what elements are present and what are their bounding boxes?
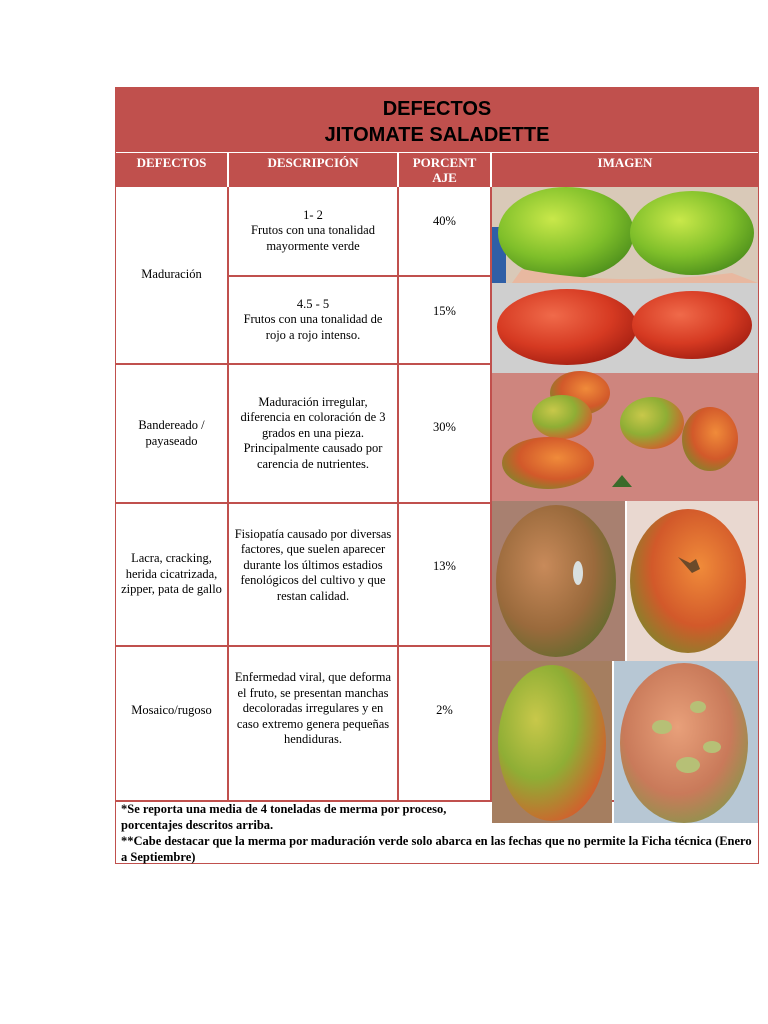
- pct-mosaico: 2%: [436, 702, 453, 717]
- desc-maduracion-verde: [229, 187, 397, 275]
- tomato-images: [492, 187, 758, 823]
- desc-lacra: Fisiopatía causado por diversas factores, que suelen aparecer durante los últimos estadios fenológicos del cultivo y que restan calidad.: [234, 526, 392, 603]
- header-porcentaje-l2: AJE: [432, 170, 457, 185]
- divider: [397, 153, 399, 187]
- header-porcentaje-l1: PORCENT: [412, 155, 477, 170]
- image-maduracion-roja: [492, 283, 758, 373]
- header-porcentaje: [399, 153, 490, 187]
- defect-maduracion: Maduración: [141, 267, 202, 282]
- title-line-2: JITOMATE SALADETTE: [324, 124, 550, 146]
- header-defectos: DEFECTOS: [136, 155, 207, 170]
- divider: [490, 153, 492, 187]
- pct-maduracion-rojo: 15%: [433, 304, 456, 319]
- image-maduracion-verde: [492, 187, 758, 283]
- grade-label: 1- 2: [303, 207, 323, 222]
- desc-mosaico: Enfermedad viral, que deforma el fruto, se presentan manchas decoloradas irregulares y en caso extremo genera pequeñas hendiduras.: [234, 670, 392, 747]
- footer-note-1b: porcentajes descritos arriba.: [121, 818, 274, 832]
- grade-label: 4.5 - 5: [296, 296, 330, 311]
- pct-bandereado: 30%: [433, 419, 456, 434]
- description-text: Frutos con una tonalidad de rojo a rojo intenso.: [243, 312, 383, 342]
- defect-mosaico: Mosaico/rugoso: [131, 702, 212, 717]
- defect-lacra: Lacra, cracking, herida cicatrizada, zipper, pata de gallo: [121, 551, 222, 597]
- header-row: [116, 153, 758, 187]
- table-title: [116, 88, 758, 152]
- header-imagen: IMAGEN: [597, 155, 653, 170]
- desc-maduracion-rojo: [229, 277, 397, 363]
- image-mosaico: [492, 661, 758, 823]
- defects-table: [115, 87, 759, 864]
- pct-maduracion-verde: 40%: [433, 214, 456, 229]
- desc-bandereado: Maduración irregular, diferencia en coloración de 3 grados en una pieza. Principalmente causado por carencia de nutrientes.: [240, 394, 386, 471]
- image-bandereado: [492, 371, 758, 501]
- divider: [116, 152, 758, 153]
- footer-note-2: **Cabe destacar que la merma por maduración verde solo abarca en las fechas que no permite la Ficha técnica (Enero a Septiembre): [121, 834, 752, 864]
- title-line-1: DEFECTOS: [382, 98, 492, 120]
- divider: [227, 153, 229, 187]
- pct-lacra: 13%: [433, 558, 456, 573]
- image-column: [492, 187, 758, 823]
- footer-notes: [121, 801, 757, 865]
- footer-note-1: *Se reporta una media de 4 toneladas de merma por proceso,: [121, 802, 447, 816]
- defect-bandereado: Bandereado / payaseado: [138, 418, 205, 448]
- description-text: Frutos con una tonalidad mayormente verde: [251, 223, 375, 253]
- image-lacra: [492, 501, 758, 661]
- header-descripcion: DESCRIPCIÓN: [267, 155, 359, 170]
